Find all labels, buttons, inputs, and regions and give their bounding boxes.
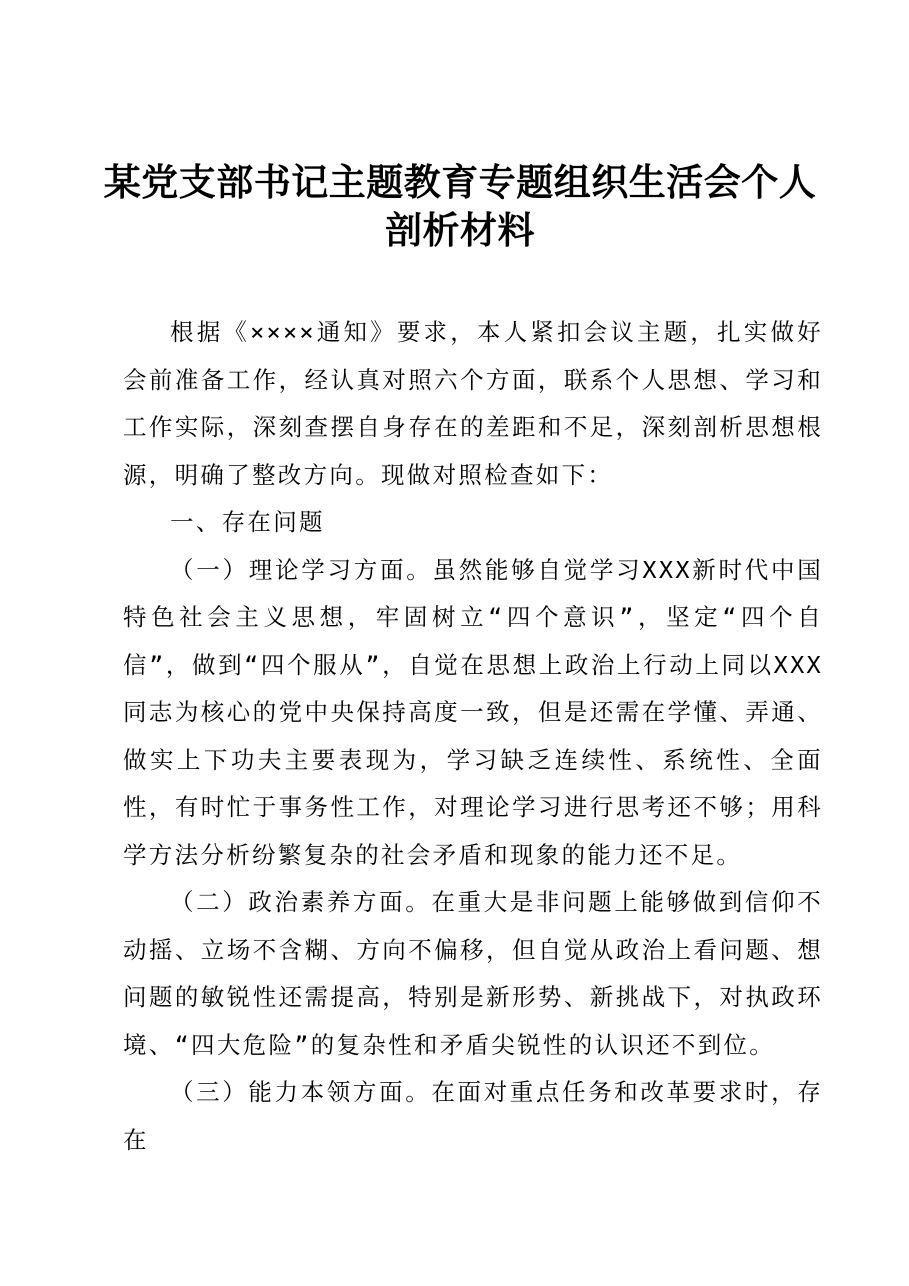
paragraph-theory-study: （一）理论学习方面。虽然能够自觉学习XXX新时代中国特色社会主义思想，牢固树立“四个意识”，坚定“四个自信”，做到“四个服从”，自觉在思想上政治上行动上同以XXX同志为核心的党中央保持高度一致，但是还需在学懂、弄通、做实上下功夫主要表现为，学习缺乏连续性、系统性、全面性，有时忙于事务性工作，对理论学习进行思考还不够；用科学方法分析纷繁复杂的社会矛盾和现象的能力还不足。: [123, 555, 823, 869]
paragraph-political-quality: （二）政治素养方面。在重大是非问题上能够做到信仰不动摇、立场不含糊、方向不偏移，但自觉从政治上看问题、想问题的敏锐性还需提高，特别是新形势、新挑战下，对执政环境、“四大危险”的复杂性和矛盾尖锐性的认识还不到位。: [123, 888, 823, 1059]
paragraph-intro: 根据《××××通知》要求，本人紧扣会议主题，扎实做好会前准备工作，经认真对照六个方面，联系个人思想、学习和工作实际，深刻查摆自身存在的差距和不足，深刻剖析思想根源，明确了整改方向。现做对照检查如下：: [123, 318, 823, 489]
document-title: 某党支部书记主题教育专题组织生活会个人剖析材料: [103, 160, 817, 252]
section-heading: 一、存在问题: [170, 508, 325, 536]
paragraph-ability: （三）能力本领方面。在面对重点任务和改革要求时，存在: [123, 1078, 823, 1154]
document-body: [123, 309, 823, 1164]
